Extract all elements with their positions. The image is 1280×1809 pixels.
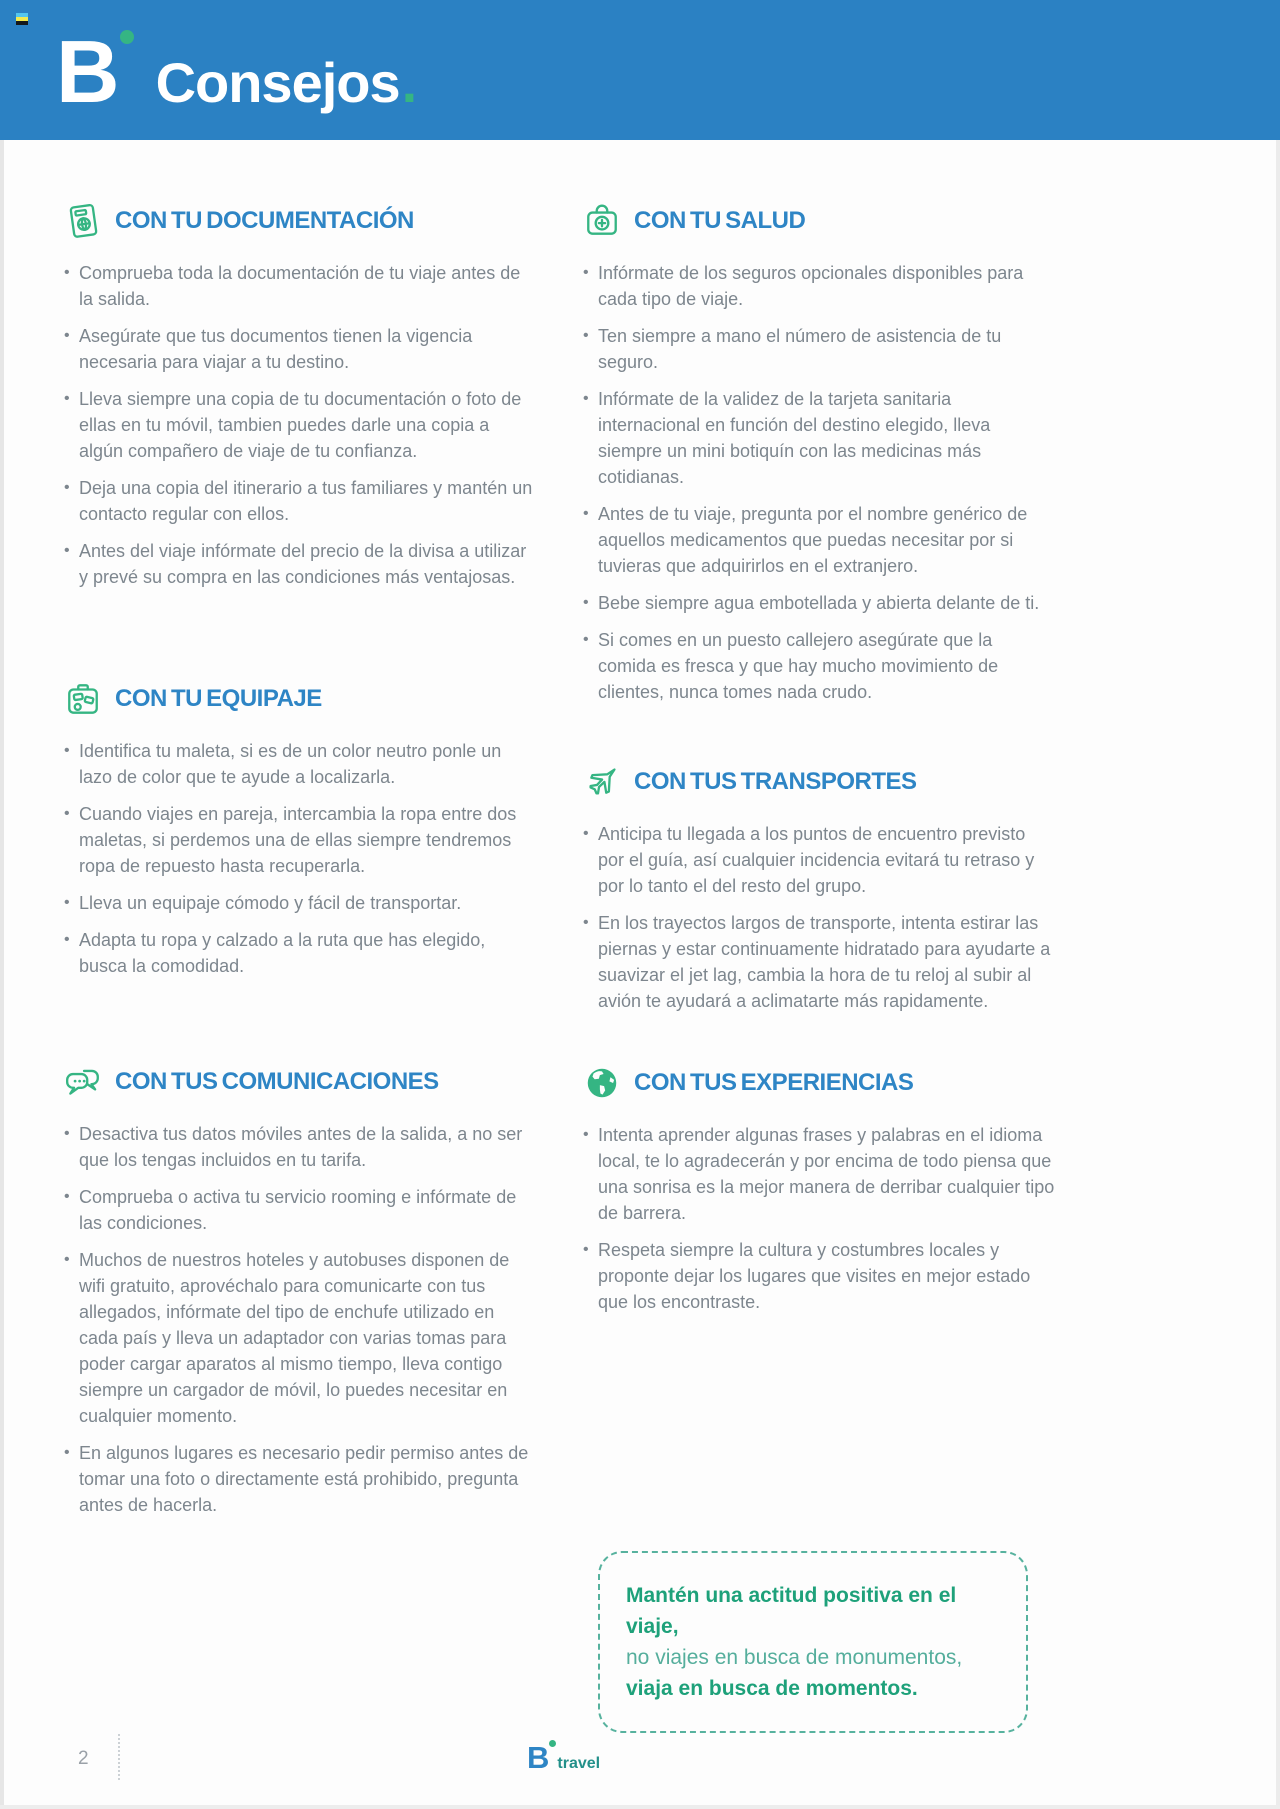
section-header <box>64 1063 536 1101</box>
suitcase-icon <box>64 680 102 718</box>
passport-icon <box>64 202 102 240</box>
section-title: CON TU EQUIPAJE <box>115 685 322 712</box>
bullet-item: • Bebe siempre agua embotellada y abierta delante de ti. <box>583 590 1055 616</box>
section-header <box>64 680 536 718</box>
bullet-item: • Si comes en un puesto callejero asegúrate que la comida es fresca y que hay mucho movimiento de clientes, nunca tomes nada crudo. <box>583 627 1055 705</box>
page-edge-left <box>0 140 4 1809</box>
brand-logo <box>56 22 418 121</box>
section-header <box>583 763 1055 801</box>
page-edge-right <box>1276 140 1280 1809</box>
footer-brand-b-letter: B <box>527 1740 549 1775</box>
bullet-item: • Infórmate de los seguros opcionales disponibles para cada tipo de viaje. <box>583 260 1055 312</box>
footer-brand-suffix: travel <box>557 1755 601 1772</box>
brand-b-letter: B <box>56 22 118 121</box>
bullet-item: • Antes del viaje infórmate del precio de la divisa a utilizar y prevé su compra en las condiciones más ventajosas. <box>64 538 536 590</box>
section-equipaje <box>64 680 536 979</box>
title-period: . <box>401 51 418 114</box>
bullet-list <box>583 1122 1055 1315</box>
bullet-item: • En los trayectos largos de transporte, intenta estirar las piernas y estar continuamente hidratado para ayudarte a suavizar el jet lag, cambia la hora de tu reloj al subir al avión te ayudará a aclimatarte más rapidamente. <box>583 910 1055 1014</box>
bullet-item: • Ten siempre a mano el número de asistencia de tu seguro. <box>583 323 1055 375</box>
bullet-list <box>64 260 536 590</box>
page-header <box>0 0 1280 140</box>
section-header <box>583 1064 1055 1102</box>
bullet-item: • Desactiva tus datos móviles antes de la salida, a no ser que los tengas incluidos en tu tarifa. <box>64 1121 536 1173</box>
bullet-item: • En algunos lugares es necesario pedir permiso antes de tomar una foto o directamente está prohibido, pregunta antes de hacerla. <box>64 1440 536 1518</box>
page-title: Consejos <box>155 51 400 114</box>
bullet-item: • Asegúrate que tus documentos tienen la vigencia necesaria para viajar a tu destino. <box>64 323 536 375</box>
bullet-item: • Respeta siempre la cultura y costumbres locales y proponte dejar los lugares que visites en mejor estado que los encontraste. <box>583 1237 1055 1315</box>
bullet-item: • Lleva un equipaje cómodo y fácil de transportar. <box>64 890 536 916</box>
section-title: CON TUS EXPERIENCIAS <box>634 1069 914 1096</box>
bullet-item: • Comprueba o activa tu servicio rooming e infórmate de las condiciones. <box>64 1184 536 1236</box>
print-registration-mark <box>16 13 28 25</box>
bullet-item: • Lleva siempre una copia de tu documentación o foto de ellas en tu móvil, tambien puedes darle una copia a algún compañero de viaje de tu confianza. <box>64 386 536 464</box>
globe-icon <box>583 1064 621 1102</box>
chat-bubbles-icon <box>64 1063 102 1101</box>
bullet-list <box>64 738 536 979</box>
section-header <box>583 202 1055 240</box>
section-header <box>64 202 536 240</box>
first-aid-icon <box>583 202 621 240</box>
bullet-item: • Comprueba toda la documentación de tu viaje antes de la salida. <box>64 260 536 312</box>
quote-box <box>598 1551 1028 1733</box>
plane-icon <box>583 763 621 801</box>
bullet-list <box>583 821 1055 1014</box>
footer-brand-logo <box>527 1740 600 1776</box>
bullet-item: • Intenta aprender algunas frases y palabras en el idioma local, te lo agradecerán y por encima de todo piensa que una sonrisa es la mejor manera de derribar cualquier tipo de barrera. <box>583 1122 1055 1226</box>
quote-line-2: no viajes en busca de monumentos, <box>626 1646 963 1669</box>
bullet-item: • Antes de tu viaje, pregunta por el nombre genérico de aquellos medicamentos que puedas necesitar por si tuvieras que adquirirlos en el extranjero. <box>583 501 1055 579</box>
section-comunicaciones <box>64 1063 536 1518</box>
section-title: CON TU SALUD <box>634 207 806 234</box>
bullet-item: • Adapta tu ropa y calzado a la ruta que has elegido, busca la comodidad. <box>64 927 536 979</box>
section-experiencias <box>583 1064 1055 1315</box>
left-column <box>64 190 536 1529</box>
quote-line-3: viaja en busca de momentos. <box>626 1677 918 1700</box>
bullet-item: • Infórmate de la validez de la tarjeta sanitaria internacional en función del destino elegido, lleva siempre un mini botiquín con las medicinas más cotidianas. <box>583 386 1055 490</box>
right-column <box>583 190 1055 1733</box>
page-edge-bottom <box>0 1805 1280 1809</box>
footer-brand-green-dot-icon <box>549 1740 556 1747</box>
bullet-item: • Cuando viajes en pareja, intercambia la ropa entre dos maletas, si perdemos una de ellas siempre tendremos ropa de repuesto hasta recuperarla. <box>64 801 536 879</box>
section-title: CON TU DOCUMENTACIÓN <box>115 207 414 234</box>
section-salud <box>583 202 1055 705</box>
section-documentacion <box>64 202 536 590</box>
brand-green-dot-icon <box>120 30 134 44</box>
bullet-item: • Muchos de nuestros hoteles y autobuses disponen de wifi gratuito, aprovéchalo para comunicarte con tus allegados, infórmate del tipo de enchufe utilizado en cada país y lleva un adaptador con varias tomas para poder cargar aparatos al mismo tiempo, lleva contigo siempre un cargador de móvil, lo puedes necesitar en cualquier momento. <box>64 1247 536 1429</box>
footer-divider <box>118 1734 120 1780</box>
bullet-list <box>583 260 1055 705</box>
section-title: CON TUS COMUNICACIONES <box>115 1068 439 1095</box>
quote-line-1: Mantén una actitud positiva en el viaje, <box>626 1584 957 1638</box>
section-transportes <box>583 763 1055 1014</box>
section-title: CON TUS TRANSPORTES <box>634 768 917 795</box>
bullet-item: • Anticipa tu llegada a los puntos de encuentro previsto por el guía, así cualquier incidencia evitará tu retraso y por lo tanto el del resto del grupo. <box>583 821 1055 899</box>
page-number: 2 <box>78 1748 89 1769</box>
bullet-item: • Identifica tu maleta, si es de un color neutro ponle un lazo de color que te ayude a localizarla. <box>64 738 536 790</box>
bullet-list <box>64 1121 536 1518</box>
bullet-item: • Deja una copia del itinerario a tus familiares y mantén un contacto regular con ellos. <box>64 475 536 527</box>
